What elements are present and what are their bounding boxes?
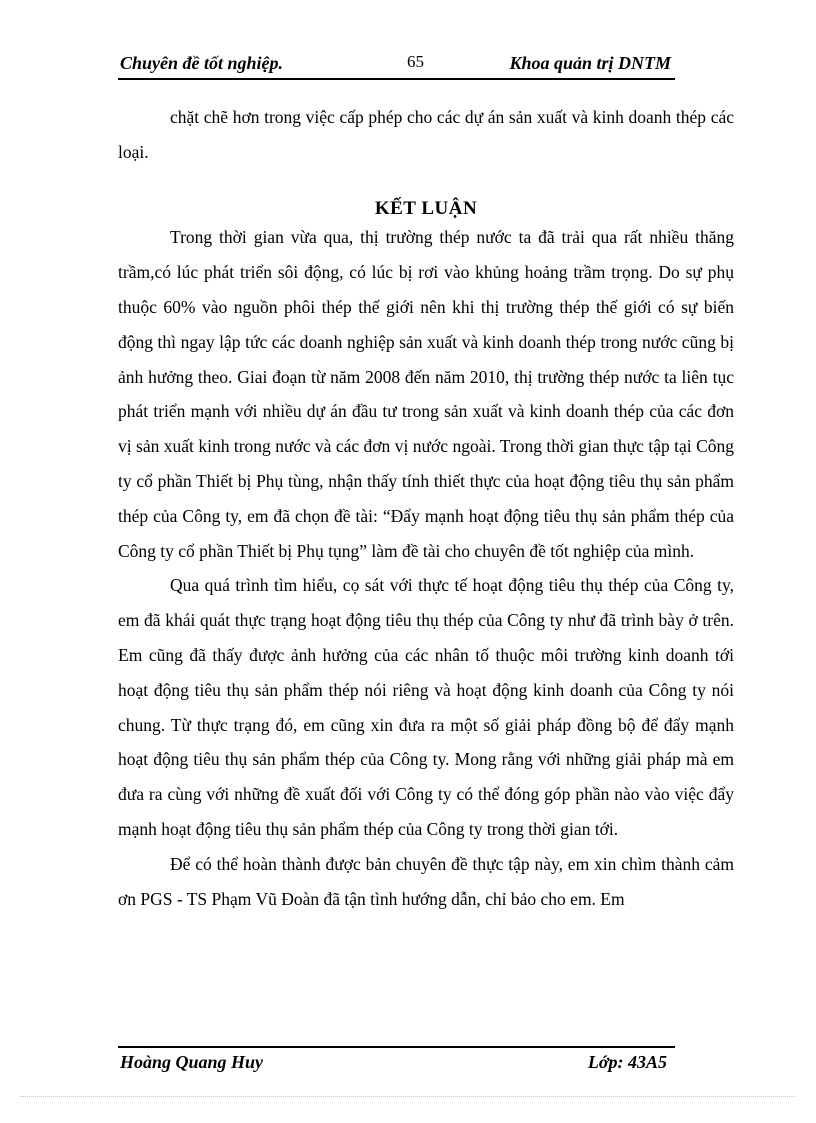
header-faculty: Khoa quản trị DNTM: [509, 53, 671, 73]
continuation-paragraph: chặt chẽ hơn trong việc cấp phép cho các dự án sản xuất và kinh doanh thép các loại.: [118, 107, 734, 162]
footer-author: Hoàng Quang Huy: [120, 1052, 264, 1072]
page-footer: [118, 1046, 675, 1078]
page-header: [118, 50, 675, 80]
page-body: [118, 100, 734, 916]
conclusion-paragraph-1: Trong thời gian vừa qua, thị trường thép nước ta đã trải qua rất nhiều thăng trầm,có lúc phát triển sôi động, có lúc bị rơi vào khủng hoảng trầm trọng. Do sự phụ thuộc 60% vào nguồn phôi thép thế giới nên khi thị trường thép thế giới có sự biến động thì ngay lập tức các doanh nghiệp sản xuất và kinh doanh thép trong nước cũng bị ảnh hưởng theo. Giai đoạn từ năm 2008 đến năm 2010, thị trường thép nước ta liên tục phát triển mạnh với nhiều dự án đầu tư trong sản xuất và kinh doanh thép của các đơn vị sản xuất kinh trong nước và các đơn vị nước ngoài. Trong thời gian thực tập tại Công ty cổ phần Thiết bị Phụ tùng, nhận thấy tính thiết thực của hoạt động tiêu thụ sản phẩm thép của Công ty, em đã chọn đề tài: “Đẩy mạnh hoạt động tiêu thụ sản phẩm thép của Công ty cổ phần Thiết bị Phụ tụng” làm đề tài cho chuyên đề tốt nghiệp của mình.: [118, 227, 734, 561]
conclusion-paragraph-3: Để có thể hoàn thành được bản chuyên đề thực tập này, em xin chìm thành cảm ơn PGS - TS Phạm Vũ Đoàn đã tận tình hướng dẫn, chỉ bảo cho em. Em: [118, 853, 734, 909]
page-number: 65: [407, 52, 424, 71]
page-bottom-divider: [20, 1096, 796, 1097]
header-document-type: Chuyên đề tốt nghiệp.: [120, 53, 284, 73]
conclusion-paragraph-2: Qua quá trình tìm hiểu, cọ sát với thực tế hoạt động tiêu thụ thép của Công ty, em đã khái quát thực trạng hoạt động tiêu thụ thép của Công ty như đã trình bày ở trên. Em cũng đã thấy được ảnh hưởng của các nhân tố thuộc môi trường kinh doanh tới hoạt động tiêu thụ sản phẩm thép nói riêng và hoạt động kinh doanh của Công ty nói chung. Từ thực trạng đó, em cũng xin đưa ra một số giải pháp đồng bộ để đẩy mạnh hoạt động tiêu thụ sản phẩm thép của Công ty. Mong rằng với những giải pháp mà em đưa ra cùng với những đề xuất đối với Công ty có thể đóng góp phần nào vào việc đẩy mạnh hoạt động tiêu thụ sản phẩm thép của Công ty trong thời gian tới.: [118, 575, 734, 839]
section-title: KẾT LUẬN: [374, 197, 478, 219]
footer-class: Lớp: 43A5: [587, 1052, 667, 1072]
